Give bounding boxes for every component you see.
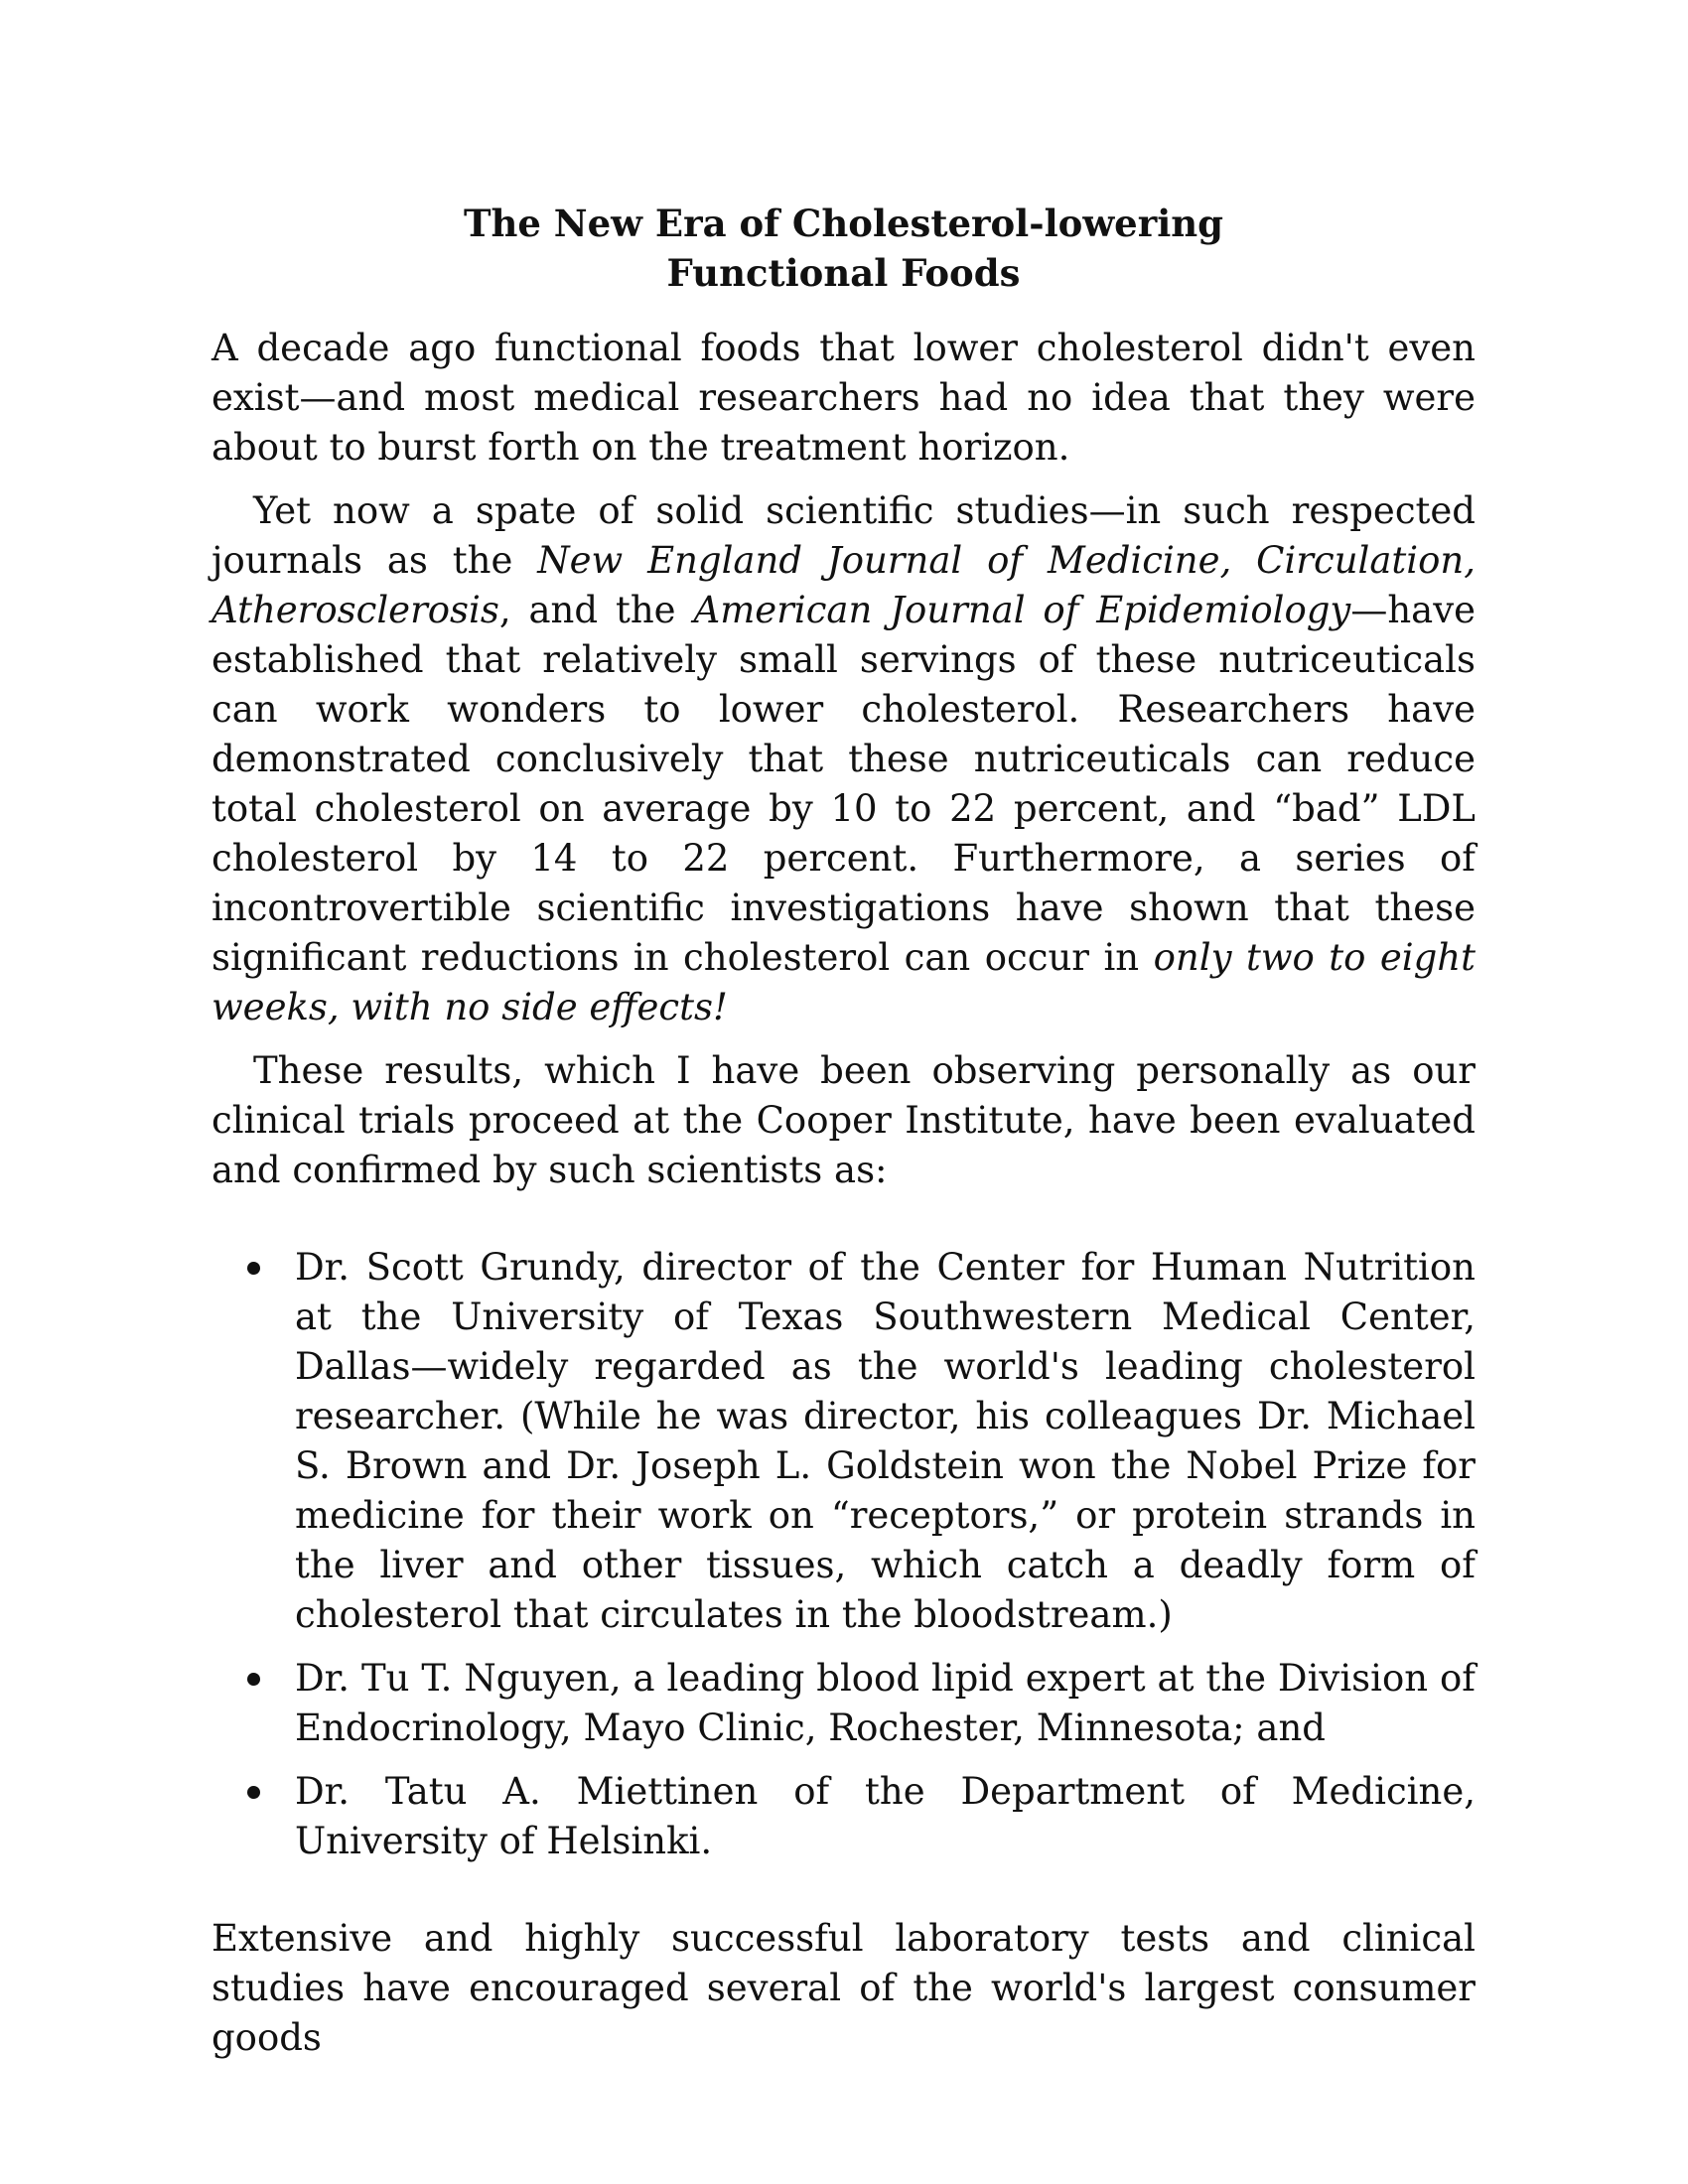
studies-text-3: —have established that relatively small servings of these nutriceuticals can work wonders to lower cholesterol. Researchers have demonstrated conclusively that these nutriceuticals can reduce total cholesterol on average by 10 to 22 percent, and “bad” LDL cholesterol by 14 to 22 percent. Furthermore, a series of incontrovertible scientific investigations have shown that these significant reductions in cholesterol can occur in [211, 589, 1477, 979]
journals-italic: New England Journal of Medicine, Circulation, Atherosclerosis [211, 539, 1476, 631]
studies-text-1: Yet now a spate of solid scientific studies—in such respected journals as the [211, 489, 1476, 582]
title-line-1: The New Era of Cholesterol-lowering [463, 202, 1224, 245]
list-item [211, 1243, 1476, 1640]
list-item [211, 1767, 1476, 1866]
scientist-text: Dr. Scott Grundy, director of the Center for Human Nutrition at the University of Texas Southwestern Medical Center, Dallas—widely regarded as the world's leading cholesterol researcher. (While he was director, his colleagues Dr. Michael S. Brown and Dr. Joseph L. Goldstein won the Nobel Prize for medicine for their work on “receptors,” or protein strands in the liver and other tissues, which catch a deadly form of cholesterol that circulates in the bloodstream.) [295, 1246, 1476, 1636]
results-paragraph: These results, which I have been observing personally as our clinical trials proceed at the Cooper Institute, have been evaluated and confirmed by such scientists as: [211, 1049, 1476, 1191]
scientist-text: Dr. Tu T. Nguyen, a leading blood lipid expert at the Division of Endocrinology, Mayo Clinic, Rochester, Minnesota; and [295, 1657, 1476, 1749]
closing-paragraph: Extensive and highly successful laboratory tests and clinical studies have encouraged several of the world's largest consumer goods [211, 1917, 1476, 2059]
scientists-list [211, 1243, 1476, 1866]
title-line-2: Functional Foods [666, 251, 1021, 295]
studies-text-2: , and the [498, 589, 694, 631]
studies-paragraph [211, 486, 1476, 1032]
intro-paragraph: A decade ago functional foods that lower cholesterol didn't even exist—and most medical researchers had no idea that they were about to burst forth on the treatment horizon. [211, 327, 1476, 469]
list-item [211, 1654, 1476, 1753]
document-page [211, 199, 1476, 2077]
timeframe-italic: only two to eight weeks, with no side effects! [211, 936, 1476, 1028]
bullet-icon [247, 1262, 260, 1275]
bullet-icon [247, 1786, 260, 1799]
scientist-text: Dr. Tatu A. Miettinen of the Department of Medicine, University of Helsinki. [295, 1770, 1476, 1862]
bullet-icon [247, 1673, 260, 1686]
document-title [211, 199, 1476, 298]
epidemiology-journal-italic: American Journal of Epidemiology [693, 589, 1351, 631]
